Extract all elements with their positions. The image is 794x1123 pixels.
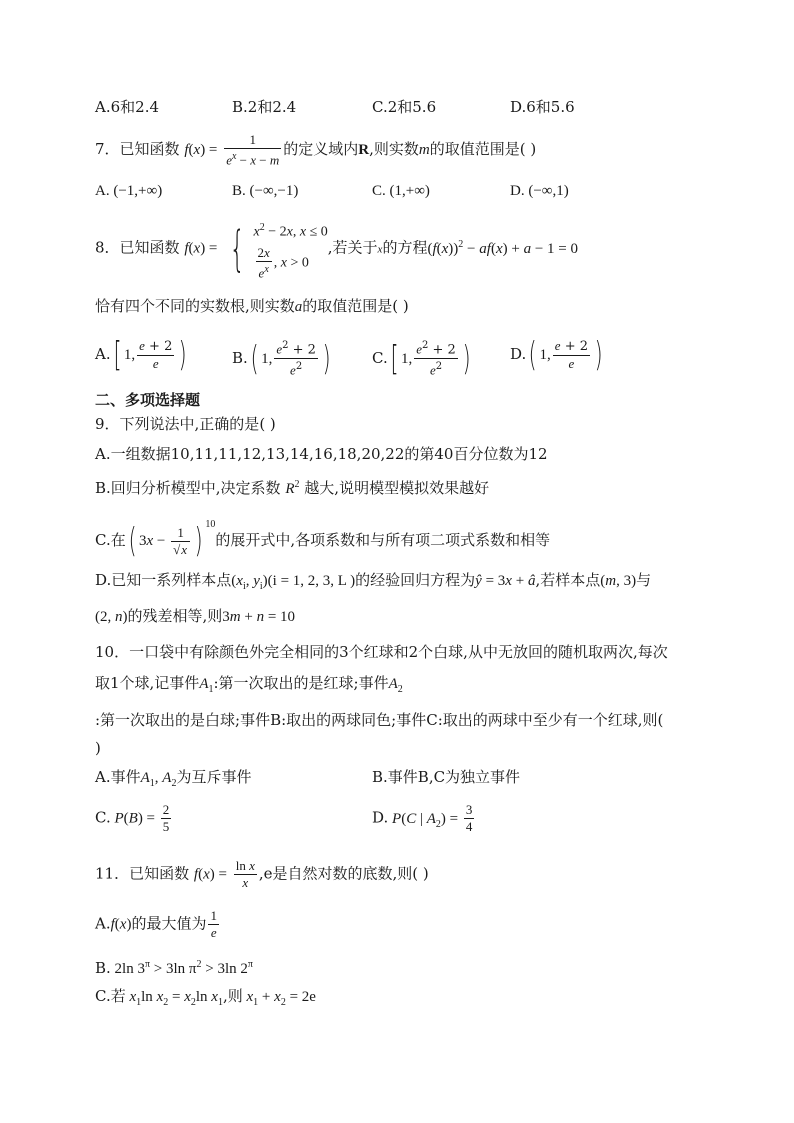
q8-piecewise: $x^2 - 2x$, x ≤ 0 $\frac{2x}{e^x}$ , x > 0 — [253, 222, 328, 280]
q6-option-c: C.2和5.6 — [372, 98, 437, 116]
q7-option-d: D. (−∞,1) — [510, 183, 569, 199]
q9-stem: 9．下列说法中,正确的是( ) — [95, 415, 276, 433]
q7-stem: 7．已知函数 f(x) = $\frac{1}{e^x - x - m}$ 的定义域内R,则实数m的取值范围是( ) — [95, 132, 537, 168]
q8-option-b: B.( 1, $\frac{e^2 + 2}{e^2}$ ) — [232, 338, 331, 379]
q8-stem-line2: 恰有四个不同的实数根,则实数a的取值范围是( ) — [95, 297, 409, 315]
q10-stem-line2: 取1个球,记事件$A_1$:第一次取出的是红球;事件$A_2$ — [95, 674, 403, 695]
q10-stem-line1: 10．一口袋中有除颜色外完全相同的3个红球和2个白球,从中无放回的随机取两次,每次 — [95, 643, 668, 661]
q10-option-d: D. P(C | $A_2$) = $\frac{3}{4}$ — [372, 802, 473, 834]
q9-option-b: B.回归分析模型中,决定系数 $R^2$ 越大,说明模型模拟效果越好 — [95, 479, 490, 497]
q7-formula: $\frac{1}{e^x - x - m}$ — [226, 132, 280, 168]
q6-option-b: B.2和2.4 — [232, 98, 297, 116]
q8-options — [95, 332, 715, 379]
q11-option-c: C.若 $x_1\ln$ $x_2 = x_2\ln$ $x_1$,则 $x_1 + x_2 = 2e$ — [95, 987, 316, 1008]
section-heading: 二、多项选择题 — [95, 391, 201, 409]
q9-option-a: A.一组数据10,11,11,12,13,14,16,18,20,22的第40百分位数为12 — [95, 445, 548, 463]
q7-option-b: B. (−∞,−1) — [232, 183, 299, 199]
q11-option-b: B. 2ln $3^\pi > 3\ln$ $\pi^2 > 3\ln$ $2^\pi$ — [95, 959, 253, 977]
q10-stem-line3: :第一次取出的是白球;事件B:取出的两球同色;事件C:取出的两球中至少有一个红球,则( — [95, 711, 664, 729]
q9-option-d: D.已知一系列样本点($x_i$, $y_i)(i = 1$, 2, 3, L )的经验回归方程为ŷ = 3x + â,若样本点(m, 3)与 — [95, 571, 652, 592]
q9-option-d-line2: (2, n)的残差相等,则3m + n = 10 — [95, 607, 296, 625]
q6-option-a: A.6和2.4 — [95, 98, 159, 116]
q11-stem: 11．已知函数 f(x) = $\frac{\text{ln x}}{x}$ ,e是自然对数的底数,则( ) — [95, 858, 429, 890]
q10-options-row2 — [95, 802, 715, 842]
q10-option-b: B.事件B,C为独立事件 — [372, 768, 521, 786]
q9-option-c: C.在( 3x − $\frac{1}{√x}$ ) $^{10}$的展开式中,各项系数和与所有项二项式系数和相等 — [95, 519, 551, 561]
q7-option-a: A. (−1,+∞) — [95, 183, 163, 199]
q10-stem-line4: ) — [95, 739, 101, 757]
q11-option-a: A.f(x)的最大值为 $\frac{1}{e}$ — [95, 908, 217, 940]
q8-option-a: A.[ 1, $\frac{e + 2}{e}$ ) — [95, 335, 187, 375]
q8-option-d: D.( 1, $\frac{e + 2}{e}$ ) — [510, 335, 603, 375]
q10-option-c: C. P(B) = $\frac{2}{5}$ — [95, 802, 170, 834]
q8-option-c: C.[ 1, $\frac{e^2 + 2}{e^2}$ ) — [372, 338, 471, 379]
q7-text: 已知函数 — [119, 140, 180, 159]
q10-option-a: A.事件$A_1$, $A_2$为互斥事件 — [95, 768, 252, 789]
q6-option-d: D.6和5.6 — [510, 98, 575, 116]
q7-number: 7． — [95, 140, 120, 159]
q7-option-c: C. (1,+∞) — [372, 183, 430, 199]
q8-stem: 8．已知函数 f(x) = { $x^2 - 2x$, x ≤ 0 $\frac{2x}{e^x}$ , x > 0 ,若关于x的方程$(f(x))^2 - af(x) + a - 1 = 0$ — [95, 216, 578, 281]
